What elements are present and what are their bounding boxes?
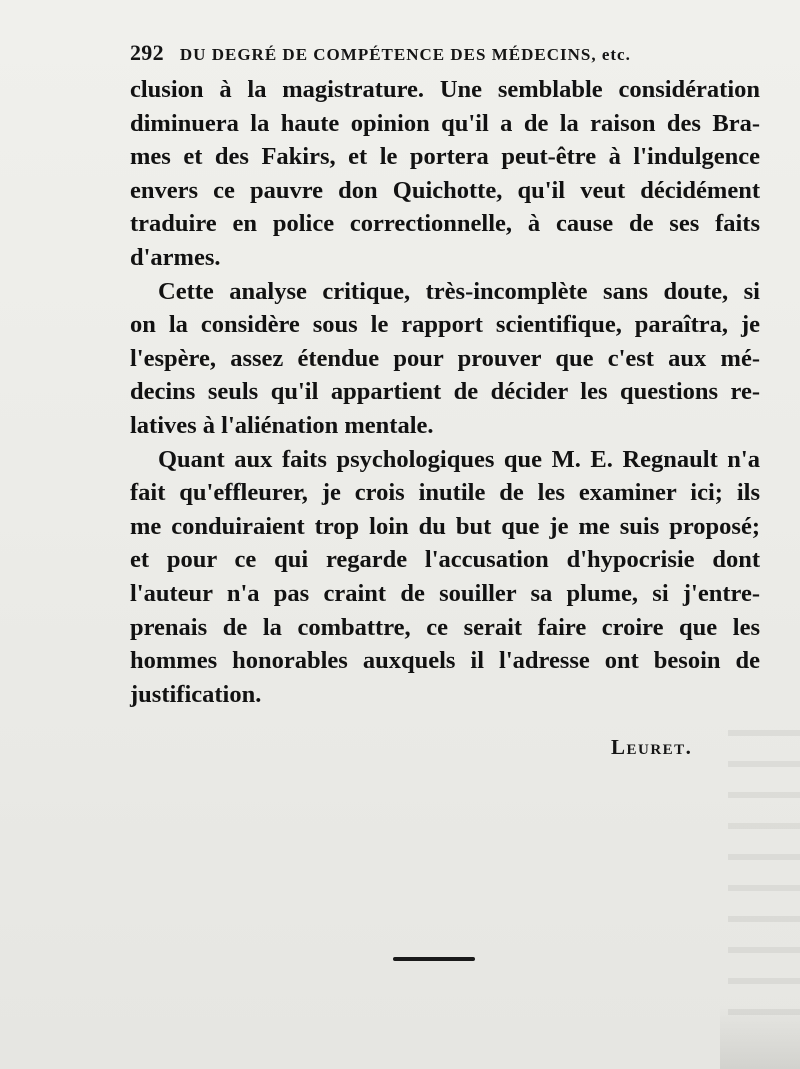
text-line: et pour ce qui regarde l'accusation d'hypocrisie dont [130,546,760,574]
text-line: justification. [130,680,262,708]
text-line: d'armes. [130,243,221,271]
end-rule [393,957,475,961]
page-edge-shadow [720,1005,800,1069]
bleed-through-shadow [728,730,800,1030]
text-line: me conduiraient trop loin du but que je me suis proposé; [130,512,760,540]
text-line: l'espère, assez étendue pour prouver que c'est aux mé- [130,344,760,372]
text-line: fait qu'effleurer, je crois inutile de les examiner ici; ils [130,479,760,507]
text-line: decins seuls qu'il appartient de décider les questions re- [130,378,760,406]
text-line: Quant aux faits psychologiques que M. E. Regnault n'a [158,445,760,473]
text-line: traduire en police correctionnelle, à cause de ses faits [130,210,760,238]
text-line: Cette analyse critique, très-incomplète sans doute, si [158,277,760,305]
text-line: l'auteur n'a pas craint de souiller sa plume, si j'entre- [130,579,760,607]
page-header [130,40,720,70]
text-line: prenais de la combattre, ce serait faire croire que les [130,613,760,641]
text-line: latives à l'aliénation mentale. [130,411,434,439]
page-number: 292 [130,40,164,65]
running-head: DU DEGRÉ DE COMPÉTENCE DES MÉDECINS, etc. [179,45,631,64]
body-text [130,73,760,711]
author-signature: Leuret. [611,735,693,759]
text-line: on la considère sous le rapport scientifique, paraîtra, je [130,311,760,339]
paragraph-3 [130,443,760,712]
text-line: mes et des Fakirs, et le portera peut-être à l'indulgence [130,143,760,171]
paragraph-2 [130,275,760,443]
paragraph-1 [130,73,760,275]
text-line: diminuera la haute opinion qu'il a de la raison des Bra- [130,109,760,137]
text-line: hommes honorables auxquels il l'adresse ont besoin de [130,647,760,675]
text-line: envers ce pauvre don Quichotte, qu'il veut décidément [130,176,760,204]
text-line: clusion à la magistrature. Une semblable considération [130,76,760,103]
